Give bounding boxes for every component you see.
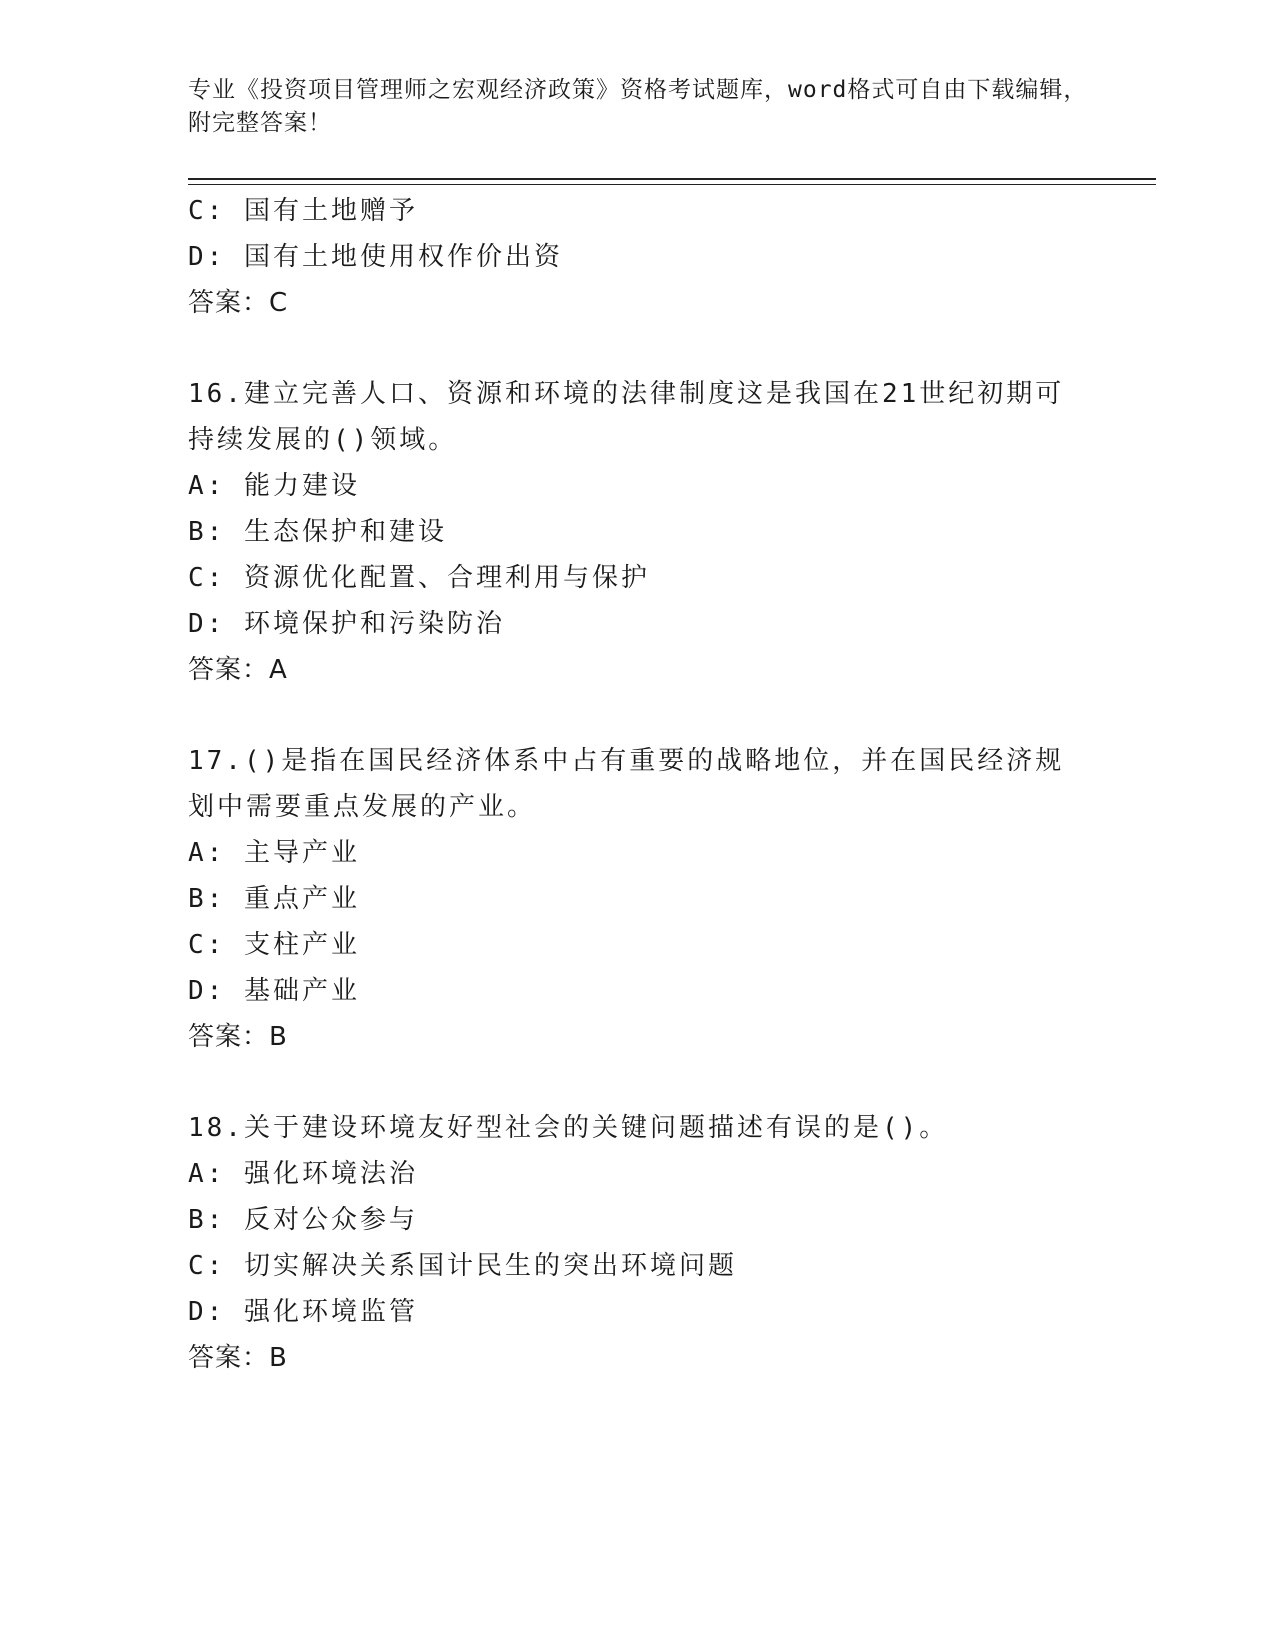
question-stem: 18.关于建设环境友好型社会的关键问题描述有误的是()。 [188,1113,949,1143]
document-header: 专业《投资项目管理师之宏观经济政策》资格考试题库，word格式可自由下载编辑，附完整答案！ [188,77,1088,136]
question-stem: 16.建立完善人口、资源和环境的法律制度这是我国在21世纪初期可持续发展的()领域。 [188,379,1065,455]
answer-line: 答案：A [188,655,288,685]
option-c: C: 切实解决关系国计民生的突出环境问题 [188,1251,737,1281]
carryover-question [188,188,1088,326]
header-rule-thick [188,178,1156,180]
answer-line: 答案：C [188,288,289,318]
answer-line: 答案：B [188,1343,288,1373]
answer-line: 答案：B [188,1022,288,1052]
question-16 [188,371,1088,693]
option-d: D: 环境保护和污染防治 [188,609,505,639]
question-content [188,188,1088,1381]
option-a: A: 强化环境法治 [188,1159,418,1189]
option-c: C: 国有土地赠予 [188,196,418,226]
option-a: A: 主导产业 [188,838,360,868]
option-d: D: 国有土地使用权作价出资 [188,242,563,272]
question-17 [188,738,1088,1060]
option-b: B: 重点产业 [188,884,360,914]
question-18 [188,1105,1088,1381]
option-b: B: 生态保护和建设 [188,517,447,547]
option-c: C: 支柱产业 [188,930,360,960]
option-d: D: 基础产业 [188,976,360,1006]
option-b: B: 反对公众参与 [188,1205,418,1235]
option-c: C: 资源优化配置、合理利用与保护 [188,563,650,593]
option-a: A: 能力建设 [188,471,360,501]
header-rule-thin [188,184,1156,185]
option-d: D: 强化环境监管 [188,1297,418,1327]
question-stem: 17.()是指在国民经济体系中占有重要的战略地位，并在国民经济规划中需要重点发展的产业。 [188,746,1065,822]
